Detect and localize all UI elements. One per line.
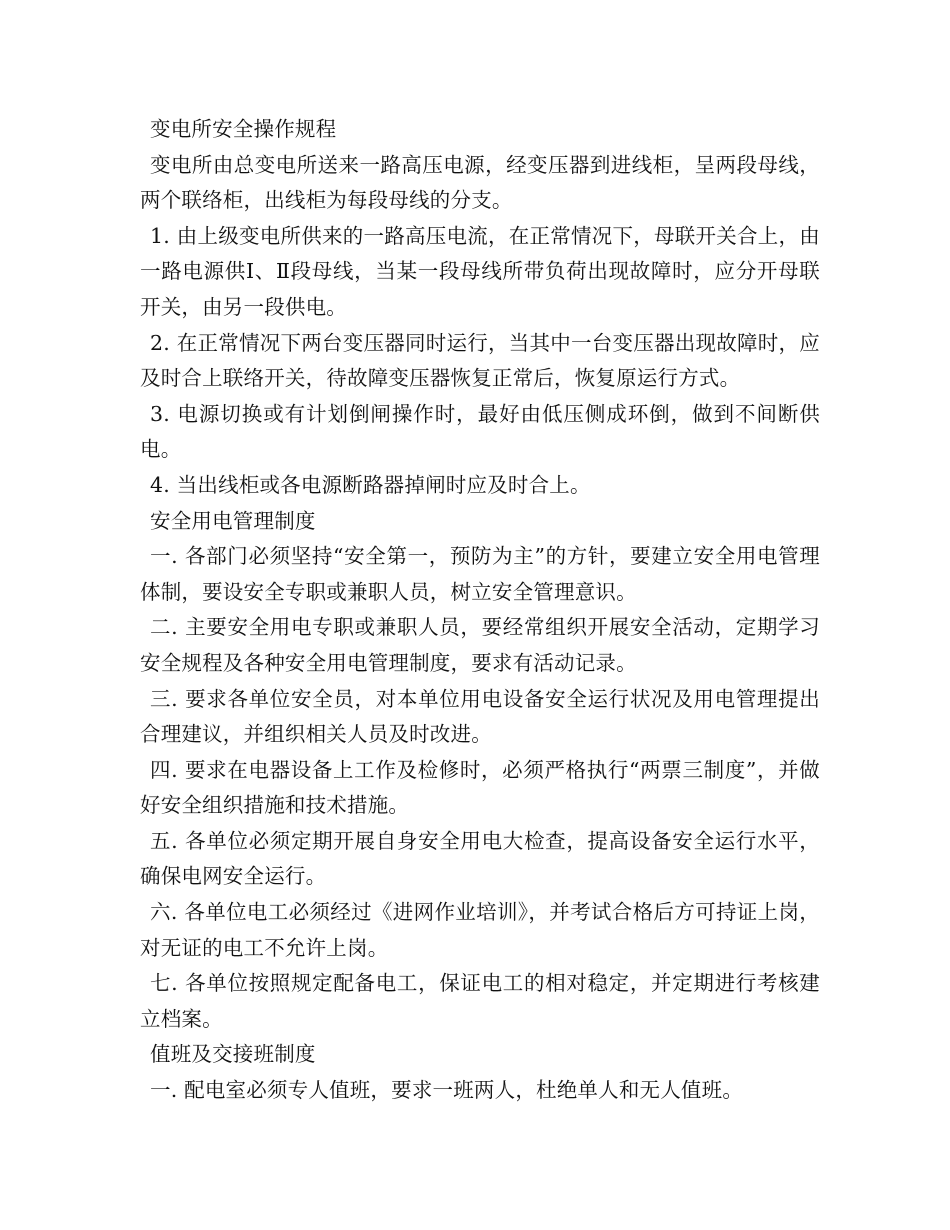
paragraph: 四. 要求在电器设备上工作及检修时，必须严格执行“两票三制度”，并做好安全组织措施和技术措施。 (140, 757, 820, 818)
paragraph: 1. 由上级变电所供来的一路高压电流，在正常情况下，母联开关合上，由一路电源供Ⅰ、Ⅱ段母线，当某一段母线所带负荷出现故障时，应分开母联开关，由另一段供电。 (140, 223, 820, 319)
paragraph: 三. 要求各单位安全员，对本单位用电设备安全运行状况及用电管理提出合理建议，并组织相关人员及时改进。 (140, 686, 820, 747)
paragraph: 一. 配电室必须专人值班，要求一班两人，杜绝单人和无人值班。 (150, 1078, 744, 1103)
paragraph: 六. 各单位电工必须经过《进网作业培训》，并考试合格后方可持证上岗，对无证的电工不允许上岗。 (140, 900, 820, 960)
section-heading: 值班及交接班制度 (150, 1042, 316, 1067)
paragraph: 七. 各单位按照规定配备电工，保证电工的相对稳定，并定期进行考核建立档案。 (140, 971, 820, 1031)
document-body (140, 112, 820, 1109)
paragraph: 3. 电源切换或有计划倒闸操作时，最好由低压侧成环倒，做到不间断供电。 (140, 401, 820, 462)
section-heading: 安全用电管理制度 (150, 508, 316, 533)
paragraph: 二. 主要安全用电专职或兼职人员，要经常组织开展安全活动，定期学习安全规程及各种安全用电管理制度，要求有活动记录。 (140, 615, 820, 675)
paragraph: 变电所由总变电所送来一路高压电源，经变压器到进线柜，呈两段母线，两个联络柜，出线柜为每段母线的分支。 (140, 152, 820, 213)
paragraph: 一. 各部门必须坚持“安全第一，预防为主”的方针，要建立安全用电管理体制，要设安全专职或兼职人员，树立安全管理意识。 (140, 544, 820, 604)
paragraph: 4. 当出线柜或各电源断路器掉闸时应及时合上。 (150, 472, 591, 497)
paragraph: 2. 在正常情况下两台变压器同时运行，当其中一台变压器出现故障时，应及时合上联络开关，待故障变压器恢复正常后，恢复原运行方式。 (140, 330, 820, 391)
paragraph: 五. 各单位必须定期开展自身安全用电大检查，提高设备安全运行水平，确保电网安全运行。 (140, 828, 820, 889)
section-heading: 变电所安全操作规程 (150, 117, 337, 141)
